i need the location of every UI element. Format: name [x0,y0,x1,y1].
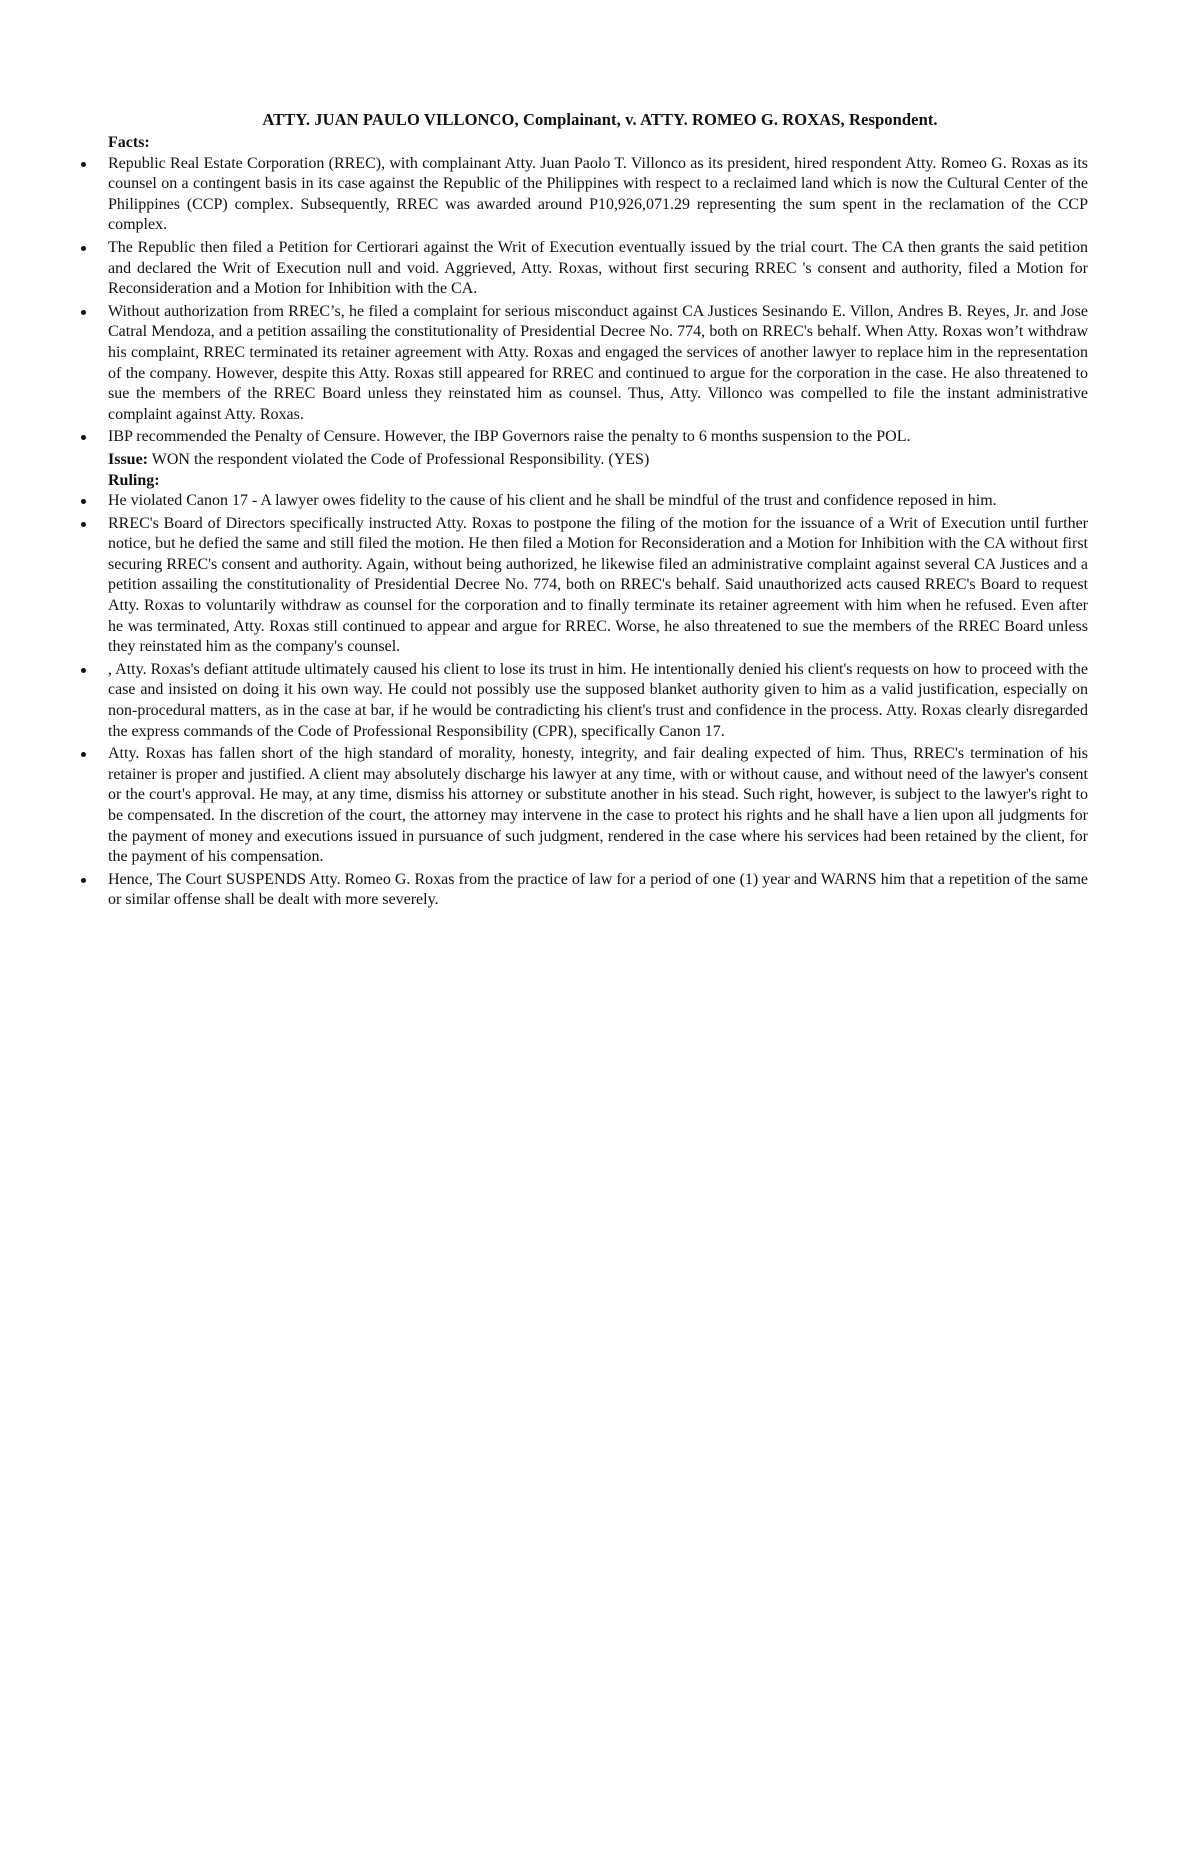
facts-item: The Republic then filed a Petition for Certiorari against the Writ of Execution eventually issued by the trial court. The CA then grants the said petition and declared the Writ of Execution null and void. Aggrieved, Atty. Roxas, without first securing RREC 's consent and authority, filed a Motion for Reconsideration and a Motion for Inhibition with the CA. [108,238,1088,300]
document-body [108,133,1088,913]
facts-item: Without authorization from RREC’s, he filed a complaint for serious misconduct against CA Justices Sesinando E. Villon, Andres B. Reyes, Jr. and Jose Catral Mendoza, and a petition assailing the constitutionality of Presidential Decree No. 774, both on RREC's behalf. When Atty. Roxas won’t withdraw his complaint, RREC terminated its retainer agreement with Atty. Roxas and engaged the services of another lawyer to replace him in the representation of the company. However, despite this Atty. Roxas still appeared for RREC and continued to argue for the corporation in the case. He also threatened to sue the members of the RREC Board unless they reinstated him as counsel. Thus, Atty. Villonco was compelled to file the instant administrative complaint against Atty. Roxas. [108,302,1088,426]
facts-item: Republic Real Estate Corporation (RREC), with complainant Atty. Juan Paolo T. Villonco as its president, hired respondent Atty. Romeo G. Roxas as its counsel on a contingent basis in its case against the Republic of the Philippines with respect to a reclaimed land which is now the Cultural Center of the Philippines (CCP) complex. Subsequently, RREC was awarded around P10,926,071.29 representing the sum spent in the reclamation of the CCP complex. [108,154,1088,236]
issue-line [108,450,1088,471]
ruling-item: He violated Canon 17 - A lawyer owes fidelity to the cause of his client and he shall be mindful of the trust and confidence reposed in him. [108,491,1088,512]
facts-heading: Facts: [108,134,150,151]
facts-list [108,154,1088,448]
ruling-heading: Ruling: [108,471,160,489]
ruling-list [108,491,1088,911]
ruling-item: RREC's Board of Directors specifically instructed Atty. Roxas to postpone the filing of the motion for the issuance of a Writ of Execution until further notice, but he defied the same and still filed the motion. He then filed a Motion for Reconsideration and a Motion for Inhibition with the CA without first securing RREC's consent and authority. Again, without being authorized, he likewise filed an administrative complaint against several CA Justices and a petition assailing the constitutionality of Presidential Decree No. 774, both on RREC's behalf. Said unauthorized acts caused RREC's Board to request Atty. Roxas to voluntarily withdraw as counsel for the corporation and to finally terminate its retainer agreement with him when he refused. Even after he was terminated, Atty. Roxas still continued to appear and argue for RREC. Worse, he also threatened to sue the members of the RREC Board unless they reinstated him as the company's counsel. [108,514,1088,658]
case-title: ATTY. JUAN PAULO VILLONCO, Complainant, v. ATTY. ROMEO G. ROXAS, Respondent. [262,110,938,129]
ruling-item: Atty. Roxas has fallen short of the high standard of morality, honesty, integrity, and fair dealing expected of him. Thus, RREC's termination of his retainer is proper and justified. A client may absolutely discharge his lawyer at any time, with or without cause, and without need of the lawyer's consent or the court's approval. He may, at any time, dismiss his attorney or substitute another in his stead. Such right, however, is subject to the lawyer's right to be compensated. In the discretion of the court, the attorney may intervene in the case to protect his rights and he shall have a lien upon all judgments for the payment of money and executions issued in pursuance of such judgment, rendered in the case where his services had been retained by the client, for the payment of his compensation. [108,744,1088,868]
ruling-item: , Atty. Roxas's defiant attitude ultimately caused his client to lose its trust in him. He intentionally denied his client's requests on how to proceed with the case and insisted on doing it his own way. He could not possibly use the supposed blanket authority given to him as a valid justification, especially on non-procedural matters, as in the case at bar, if he would be contradicting his client's trust and confidence in the process. Atty. Roxas clearly disregarded the express commands of the Code of Professional Responsibility (CPR), specifically Canon 17. [108,660,1088,742]
facts-item: IBP recommended the Penalty of Censure. However, the IBP Governors raise the penalty to 6 months suspension to the POL. [108,427,1088,448]
ruling-item: Hence, The Court SUSPENDS Atty. Romeo G. Roxas from the practice of law for a period of one (1) year and WARNS him that a repetition of the same or similar offense shall be dealt with more severely. [108,870,1088,911]
issue-label: Issue: [108,450,149,468]
issue-text: WON the respondent violated the Code of Professional Responsibility. (YES) [148,450,650,468]
